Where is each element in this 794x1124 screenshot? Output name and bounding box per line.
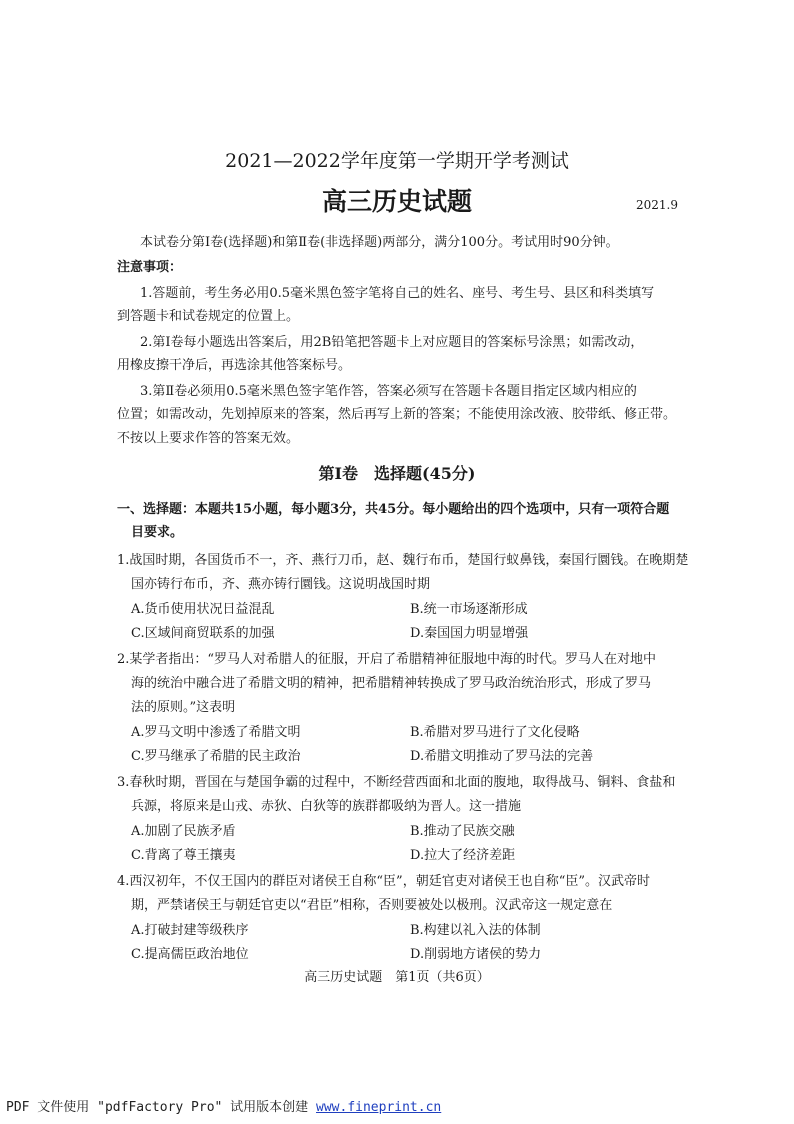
question-3-option-c: C.背离了尊王攘夷 [131, 848, 236, 863]
question-2-option-c: C.罗马继承了希腊的民主政治 [131, 749, 301, 764]
note-2-line1: 2.第Ⅰ卷每小题选出答案后，用2B铅笔把答题卡上对应题目的答案标号涂黑；如需改动， [140, 335, 644, 350]
question-4-option-b: B.构建以礼入法的体制 [410, 923, 541, 938]
question-3-option-d: D.拉大了经济差距 [410, 848, 516, 863]
note-1-line1: 1.答题前，考生务必用0.5毫米黑色签字笔将自己的姓名、座号、考生号、县区和科类填写 [140, 286, 655, 301]
note-1-line2: 到答题卡和试卷规定的位置上。 [117, 309, 300, 324]
note-3-line1: 3.第Ⅱ卷必须用0.5毫米黑色签字笔作答，答案必须写在答题卡各题目指定区域内相应的 [140, 384, 637, 399]
question-1-stem-line2: 国亦铸行布币，齐、燕亦铸行圜钱。这说明战国时期 [131, 577, 431, 592]
pdf-creator-note [6, 1096, 441, 1115]
exam-date: 2021.9 [636, 198, 678, 212]
question-4-option-d: D.削弱地方诸侯的势力 [410, 947, 542, 962]
question-1-option-b: B.统一市场逐渐形成 [410, 602, 528, 617]
note-2-line2: 用橡皮擦干净后，再选涂其他答案标号。 [117, 358, 352, 373]
pdf-creator-text: PDF 文件使用 "pdfFactory Pro" 试用版本创建 [6, 1100, 309, 1115]
page-footer: 高三历史试题 第1页（共6页） [304, 970, 490, 985]
question-4-stem-line2: 期，严禁诸侯王与朝廷官吏以“君臣”相称，否则要被处以极刑。汉武帝这一规定意在 [131, 898, 613, 913]
section-instruction-line1: 一、选择题：本题共15小题，每小题3分，共45分。每小题给出的四个选项中，只有一项符合题 [117, 502, 670, 517]
question-2-option-b: B.希腊对罗马进行了文化侵略 [410, 725, 580, 740]
exam-title: 2021—2022学年度第一学期开学考测试 [225, 150, 569, 172]
question-1-option-a: A.货币使用状况日益混乱 [131, 602, 275, 617]
question-4-stem-line1: 4.西汉初年，不仅王国内的群臣对诸侯王自称“臣”，朝廷官吏对诸侯王也自称“臣”。汉武帝时 [117, 874, 650, 889]
question-3-stem-line2: 兵源，将原来是山戎、赤狄、白狄等的族群都吸纳为晋人。这一措施 [131, 799, 522, 814]
section-instruction-line2: 目要求。 [131, 525, 184, 540]
note-3-line3: 不按以上要求作答的答案无效。 [117, 431, 300, 446]
question-2-stem-line2: 海的统治中融合进了希腊文明的精神，把希腊精神转换成了罗马政治统治形式，形成了罗马 [131, 676, 652, 691]
question-2-option-a: A.罗马文明中渗透了希腊文明 [131, 725, 301, 740]
intro-text: 本试卷分第Ⅰ卷(选择题)和第Ⅱ卷(非选择题)两部分，满分100分。考试用时90分钟。 [140, 235, 619, 250]
question-1-option-d: D.秦国国力明显增强 [410, 626, 529, 641]
question-3-option-a: A.加剧了民族矛盾 [131, 824, 236, 839]
notes-heading: 注意事项： [117, 260, 183, 275]
question-3-stem-line1: 3.春秋时期，晋国在与楚国争霸的过程中，不断经营西面和北面的腹地，取得战马、铜料、食盐和 [117, 775, 676, 790]
fineprint-link[interactable]: www.fineprint.cn [316, 1100, 442, 1115]
subject-title: 高三历史试题 [321, 187, 472, 216]
note-3-line2: 位置；如需改动，先划掉原来的答案，然后再写上新的答案；不能使用涂改液、胶带纸、修正带。 [117, 407, 677, 422]
question-1-option-c: C.区域间商贸联系的加强 [131, 626, 275, 641]
question-1-stem-line1: 1.战国时期，各国货币不一，齐、燕行刀币，赵、魏行布币，楚国行蚁鼻钱，秦国行圜钱。在晚期楚 [117, 553, 689, 568]
question-2-option-d: D.希腊文明推动了罗马法的完善 [410, 749, 594, 764]
question-3-option-b: B.推动了民族交融 [410, 824, 515, 839]
section-title: 第Ⅰ卷 选择题(45分) [318, 464, 476, 483]
question-2-stem-line1: 2.某学者指出：“罗马人对希腊人的征服，开启了希腊精神征服地中海的时代。罗马人在对地中 [117, 652, 657, 667]
question-4-option-c: C.提高儒臣政治地位 [131, 947, 249, 962]
question-4-option-a: A.打破封建等级秩序 [131, 923, 249, 938]
question-2-stem-line3: 法的原则。”这表明 [131, 700, 236, 715]
